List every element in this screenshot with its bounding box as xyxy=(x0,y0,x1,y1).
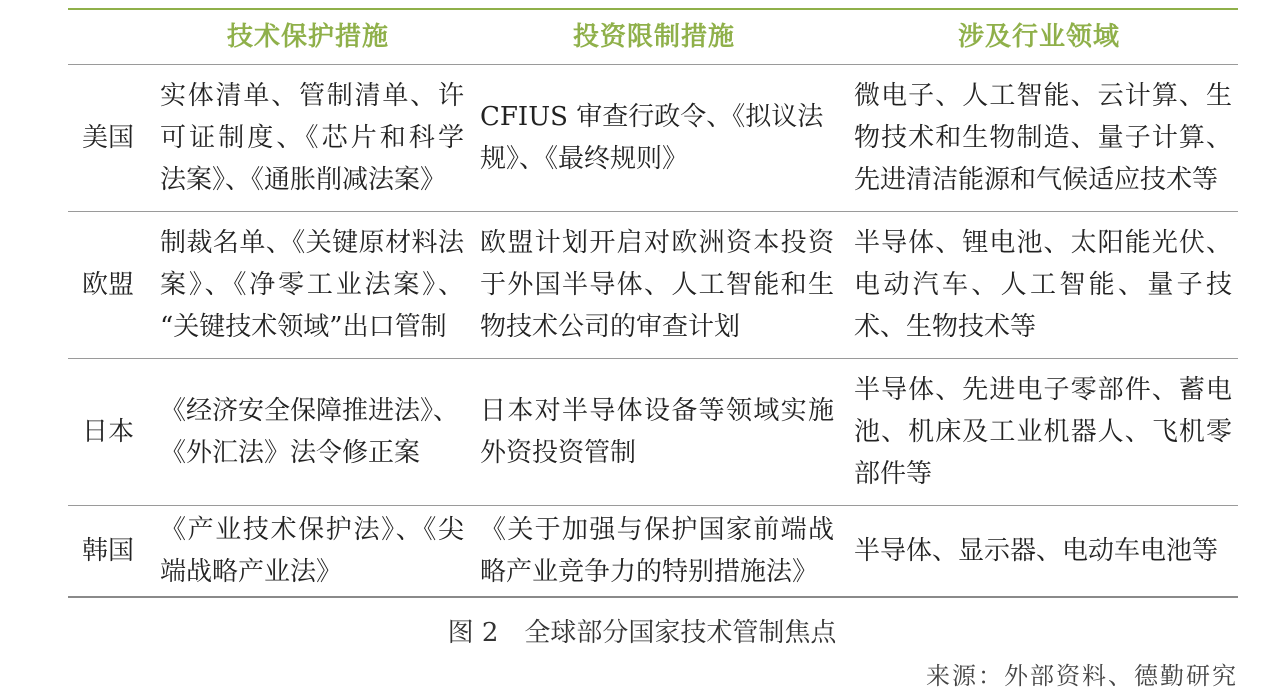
table-row xyxy=(68,212,1238,358)
investment-measures-cell xyxy=(468,390,840,474)
cell-line: 物技术公司的审查计划 xyxy=(480,312,741,342)
cell-line: 《产业技术保护法》、《尖 xyxy=(160,515,464,545)
investment-measures-cell xyxy=(468,222,840,348)
cell-line: 案》、《净零工业法案》、 xyxy=(160,270,464,300)
industry-fields-cell xyxy=(840,222,1238,348)
cell-line: 实体清单、管制清单、许 xyxy=(160,81,464,111)
cell-line: 略产业竞争力的特别措施法》 xyxy=(480,557,819,587)
industry-fields-cell xyxy=(840,75,1238,201)
cell-line: 微电子、人工智能、云计算、生 xyxy=(854,81,1232,111)
table-header-row xyxy=(68,10,1238,64)
cell-line: 可证制度、《芯片和科学 xyxy=(160,123,464,153)
cell-line: 物技术和生物制造、量子计算、 xyxy=(854,123,1232,153)
figure-caption: 图 2 全球部分国家技术管制焦点 xyxy=(447,618,837,648)
cell-line: 《外汇法》法令修正案 xyxy=(160,438,421,468)
cell-line: 电动汽车、人工智能、量子技 xyxy=(854,270,1232,300)
cell-line: 《关于加强与保护国家前端战 xyxy=(480,515,834,545)
investment-measures-cell xyxy=(468,509,840,593)
country-cell: 日本 xyxy=(81,417,134,447)
cell-line: 半导体、锂电池、太阳能光伏、 xyxy=(854,228,1232,258)
cell-line: 池、机床及工业机器人、飞机零 xyxy=(854,417,1232,447)
investment-measures-cell xyxy=(468,96,840,180)
header-industry-fields: 涉及行业领域 xyxy=(957,22,1120,52)
country-cell: 欧盟 xyxy=(81,270,134,300)
cell-line: 规》、《最终规则》 xyxy=(480,144,689,174)
policy-table xyxy=(68,8,1238,598)
cell-line: 制裁名单、《关键原材料法 xyxy=(160,228,464,258)
source-note: 来源：外部资料、德勤研究 xyxy=(926,662,1238,690)
industry-fields-cell xyxy=(840,369,1238,495)
table-row xyxy=(68,506,1238,596)
tech-measures-cell xyxy=(148,75,468,201)
cell-line: 部件等 xyxy=(854,459,933,489)
country-cell: 韩国 xyxy=(81,536,134,566)
header-tech-protection: 技术保护措施 xyxy=(226,22,389,52)
cell-line: 日本对半导体设备等领域实施 xyxy=(480,396,834,426)
industry-fields-cell xyxy=(840,530,1238,572)
cell-line: 半导体、先进电子零部件、蓄电 xyxy=(854,375,1232,405)
table-bottom-rule xyxy=(68,596,1238,598)
cell-line: 术、生物技术等 xyxy=(854,312,1037,342)
cell-line: 外资投资管制 xyxy=(480,438,637,468)
cell-line: “关键技术领域”出口管制 xyxy=(160,312,447,342)
cell-line: 半导体、显示器、电动车电池等 xyxy=(854,536,1219,566)
tech-measures-cell xyxy=(148,509,468,593)
cell-line: 先进清洁能源和气候适应技术等 xyxy=(854,165,1219,195)
cell-line: CFIUS 审查行政令、《拟议法 xyxy=(480,102,824,132)
tech-measures-cell xyxy=(148,390,468,474)
cell-line: 于外国半导体、人工智能和生 xyxy=(480,270,834,300)
country-cell: 美国 xyxy=(81,123,134,153)
cell-line: 法案》、《通胀削减法案》 xyxy=(160,165,447,195)
cell-line: 《经济安全保障推进法》、 xyxy=(160,396,460,426)
header-investment-restriction: 投资限制措施 xyxy=(572,22,735,52)
table-row xyxy=(68,65,1238,211)
table-row xyxy=(68,359,1238,505)
cell-line: 端战略产业法》 xyxy=(160,557,343,587)
tech-measures-cell xyxy=(148,222,468,348)
cell-line: 欧盟计划开启对欧洲资本投资 xyxy=(480,228,834,258)
